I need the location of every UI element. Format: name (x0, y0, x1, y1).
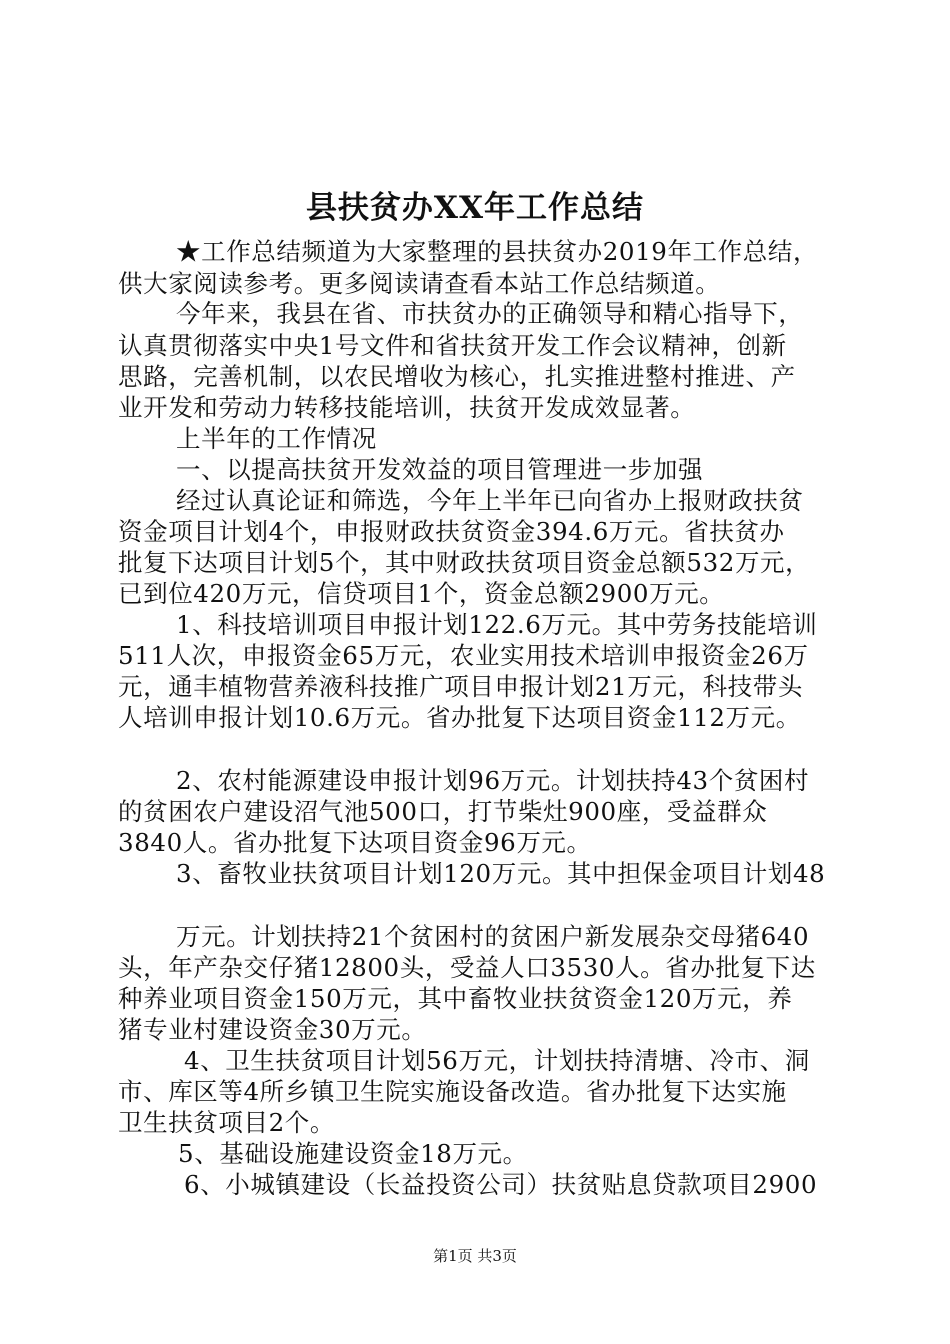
paragraph-line: 3840人。省办批复下达项目资金96万元。 (118, 828, 592, 857)
paragraph-line: 4、卫生扶贫项目计划56万元，计划扶持清塘、冷市、洞 (184, 1046, 810, 1075)
paragraph-line: 万元。计划扶持21个贫困村的贫困户新发展杂交母猪640 (176, 922, 810, 951)
document-title: 县扶贫办XX年工作总结 (305, 190, 645, 226)
section-heading: 上半年的工作情况 (176, 424, 377, 453)
paragraph-line: 今年来，我县在省、市扶贫办的正确领导和精心指导下， (176, 299, 804, 328)
paragraph-line: 1、科技培训项目申报计划122.6万元。其中劳务技能培训 (176, 610, 818, 639)
paragraph-line: 业开发和劳动力转移技能培训，扶贫开发成效显著。 (118, 393, 696, 422)
paragraph-line: 思路，完善机制，以农民增收为核心，扎实推进整村推进、产 (118, 362, 796, 391)
paragraph-line: 6、小城镇建设（长益投资公司）扶贫贴息贷款项目2900 (184, 1170, 818, 1199)
paragraph-line: 元，通丰植物营养液科技推广项目申报计划21万元，科技带头 (118, 672, 803, 701)
paragraph-line: 已到位420万元，信贷项目1个，资金总额2900万元。 (118, 579, 725, 608)
paragraph-line: 供大家阅读参考。更多阅读请查看本站工作总结频道。 (118, 269, 721, 298)
paragraph-line: 511人次，申报资金65万元，农业实用技术培训申报资金26万 (118, 641, 809, 670)
page-number-footer: 第1页 共3页 (433, 1247, 517, 1265)
paragraph-line: 2、农村能源建设申报计划96万元。计划扶持43个贫困村 (176, 766, 810, 795)
paragraph-line: 种养业项目资金150万元，其中畜牧业扶贫资金120万元，养 (118, 984, 793, 1013)
paragraph-line: 认真贯彻落实中央1号文件和省扶贫开发工作会议精神，创新 (118, 331, 787, 360)
paragraph-line: ★工作总结频道为大家整理的县扶贫办2019年工作总结， (176, 237, 819, 266)
paragraph-line: 卫生扶贫项目2个。 (118, 1108, 335, 1137)
paragraph-line: 批复下达项目计划5个，其中财政扶贫项目资金总额532万元， (118, 548, 811, 577)
paragraph-line: 资金项目计划4个，申报财政扶贫资金394.6万元。省扶贫办 (118, 517, 785, 546)
paragraph-line: 的贫困农户建设沼气池500口，打节柴灶900座，受益群众 (118, 797, 768, 826)
section-heading: 一、以提高扶贫开发效益的项目管理进一步加强 (176, 455, 704, 484)
paragraph-line: 猪专业村建设资金30万元。 (118, 1015, 427, 1044)
paragraph-line: 经过认真论证和筛选，今年上半年已向省办上报财政扶贫 (176, 486, 804, 515)
paragraph-line: 5、基础设施建设资金18万元。 (178, 1139, 528, 1168)
paragraph-line: 市、库区等4所乡镇卫生院实施设备改造。省办批复下达实施 (118, 1077, 787, 1106)
paragraph-line: 人培训申报计划10.6万元。省办批复下达项目资金112万元。 (118, 703, 801, 732)
paragraph-line: 3、畜牧业扶贫项目计划120万元。其中担保金项目计划48 (176, 859, 826, 888)
paragraph-line: 头，年产杂交仔猪12800头，受益人口3530人。省办批复下达 (118, 953, 816, 982)
